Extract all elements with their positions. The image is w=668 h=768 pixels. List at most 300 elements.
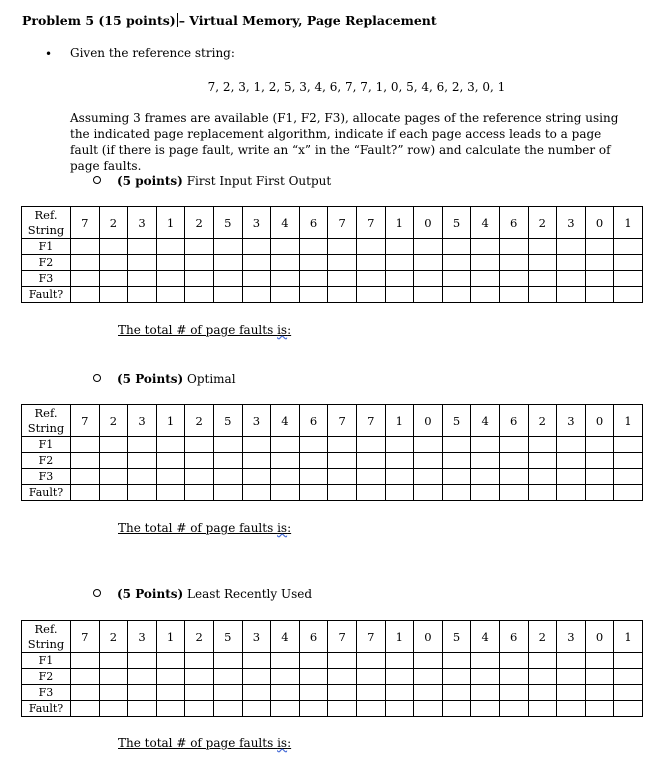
f1-cell[interactable] — [614, 437, 643, 453]
fault-cell[interactable] — [99, 701, 128, 717]
total-suffix: : — [287, 521, 292, 535]
fault-cell[interactable] — [385, 287, 414, 303]
ref-value-cell: 0 — [585, 207, 614, 239]
f1-cell[interactable] — [271, 437, 300, 453]
ref-value-cell: 6 — [299, 207, 328, 239]
f3-cell[interactable] — [557, 271, 586, 287]
fault-cell[interactable] — [242, 701, 271, 717]
fault-cell[interactable] — [271, 485, 300, 501]
f3-cell[interactable] — [614, 685, 643, 701]
f3-cell[interactable] — [557, 469, 586, 485]
f2-cell[interactable] — [271, 453, 300, 469]
fault-cell[interactable] — [557, 287, 586, 303]
f3-cell[interactable] — [328, 271, 357, 287]
f1-cell[interactable] — [528, 437, 557, 453]
f1-cell[interactable] — [271, 239, 300, 255]
f1-cell[interactable] — [471, 653, 500, 669]
fault-cell[interactable] — [185, 485, 214, 501]
ref-value-cell: 7 — [356, 405, 385, 437]
ref-value-cell: 4 — [271, 405, 300, 437]
ref-value-cell: 2 — [185, 207, 214, 239]
text-cursor — [177, 13, 178, 27]
f3-cell[interactable] — [356, 685, 385, 701]
fault-cell[interactable] — [499, 485, 528, 501]
f2-cell[interactable] — [328, 255, 357, 271]
f3-cell[interactable] — [499, 469, 528, 485]
f1-cell[interactable] — [585, 239, 614, 255]
f3-row-label: F3 — [22, 271, 71, 287]
f2-cell[interactable] — [185, 453, 214, 469]
f3-row-label: F3 — [22, 469, 71, 485]
fault-cell[interactable] — [328, 485, 357, 501]
f2-cell[interactable] — [299, 453, 328, 469]
f3-cell[interactable] — [442, 469, 471, 485]
f2-cell[interactable] — [185, 669, 214, 685]
f3-cell[interactable] — [128, 271, 157, 287]
ref-value-cell: 1 — [385, 621, 414, 653]
ref-value-cell: 2 — [528, 207, 557, 239]
f3-cell[interactable] — [71, 469, 100, 485]
f1-cell[interactable] — [71, 653, 100, 669]
f3-cell[interactable] — [471, 469, 500, 485]
f3-cell[interactable] — [71, 685, 100, 701]
ref-value-cell: 3 — [242, 207, 271, 239]
fault-cell[interactable] — [328, 701, 357, 717]
f3-cell[interactable] — [585, 271, 614, 287]
f2-cell[interactable] — [528, 255, 557, 271]
f3-cell[interactable] — [213, 271, 242, 287]
fault-cell[interactable] — [128, 287, 157, 303]
ref-value-cell: 7 — [328, 621, 357, 653]
f2-cell[interactable] — [271, 669, 300, 685]
ref-value-cell: 1 — [614, 405, 643, 437]
reference-string: 7, 2, 3, 1, 2, 5, 3, 4, 6, 7, 7, 1, 0, 5, 4, 6, 2, 3, 0, 1 — [207, 80, 506, 94]
f3-cell[interactable] — [99, 271, 128, 287]
f1-cell[interactable] — [185, 239, 214, 255]
fault-cell[interactable] — [585, 485, 614, 501]
f3-cell[interactable] — [299, 685, 328, 701]
fault-cell[interactable] — [414, 485, 443, 501]
f1-cell[interactable] — [328, 437, 357, 453]
f3-cell[interactable] — [156, 685, 185, 701]
f3-cell[interactable] — [185, 469, 214, 485]
f3-cell[interactable] — [471, 271, 500, 287]
f1-cell[interactable] — [442, 239, 471, 255]
fault-cell[interactable] — [71, 485, 100, 501]
f3-cell[interactable] — [528, 271, 557, 287]
ref-value-cell: 5 — [213, 207, 242, 239]
f3-cell[interactable] — [128, 685, 157, 701]
fault-cell[interactable] — [128, 701, 157, 717]
f2-cell[interactable] — [242, 255, 271, 271]
f2-cell[interactable] — [499, 453, 528, 469]
ref-value-cell: 0 — [585, 621, 614, 653]
f3-cell[interactable] — [414, 271, 443, 287]
f3-cell[interactable] — [385, 685, 414, 701]
ref-value-cell: 1 — [614, 621, 643, 653]
f2-cell[interactable] — [414, 669, 443, 685]
f2-cell[interactable] — [557, 669, 586, 685]
f2-cell[interactable] — [499, 255, 528, 271]
f2-cell[interactable] — [557, 255, 586, 271]
section-points: (5 Points) — [117, 587, 184, 601]
f2-cell[interactable] — [71, 255, 100, 271]
optimal-table — [21, 404, 643, 501]
f3-cell[interactable] — [271, 685, 300, 701]
f1-cell[interactable] — [99, 653, 128, 669]
f3-cell[interactable] — [528, 469, 557, 485]
fault-cell[interactable] — [528, 485, 557, 501]
fault-cell[interactable] — [71, 287, 100, 303]
f1-cell[interactable] — [356, 239, 385, 255]
f2-cell[interactable] — [414, 453, 443, 469]
f1-cell[interactable] — [356, 653, 385, 669]
ref-value-cell: 1 — [385, 405, 414, 437]
circle-bullet-icon — [93, 374, 101, 382]
f1-cell[interactable] — [242, 653, 271, 669]
f3-cell[interactable] — [99, 469, 128, 485]
section-name: Optimal — [187, 372, 236, 386]
f1-cell[interactable] — [328, 239, 357, 255]
fault-cell[interactable] — [156, 485, 185, 501]
ref-value-cell: 2 — [99, 405, 128, 437]
fault-cell[interactable] — [299, 701, 328, 717]
fault-cell[interactable] — [499, 287, 528, 303]
fault-cell[interactable] — [356, 701, 385, 717]
f3-cell[interactable] — [614, 271, 643, 287]
f1-cell[interactable] — [185, 437, 214, 453]
fault-cell[interactable] — [356, 485, 385, 501]
f3-cell[interactable] — [328, 469, 357, 485]
f3-cell[interactable] — [71, 271, 100, 287]
f2-cell[interactable] — [442, 453, 471, 469]
f1-cell[interactable] — [99, 239, 128, 255]
f3-cell[interactable] — [528, 685, 557, 701]
f2-cell[interactable] — [585, 669, 614, 685]
section-heading-fifo — [93, 174, 331, 188]
f1-cell[interactable] — [185, 653, 214, 669]
f3-cell[interactable] — [299, 469, 328, 485]
fault-cell[interactable] — [557, 485, 586, 501]
fault-cell[interactable] — [299, 485, 328, 501]
ref-value-cell: 2 — [185, 621, 214, 653]
f2-row-label: F2 — [22, 255, 71, 271]
f2-cell[interactable] — [385, 453, 414, 469]
f1-cell[interactable] — [71, 239, 100, 255]
fault-cell[interactable] — [614, 485, 643, 501]
f3-cell[interactable] — [242, 685, 271, 701]
f2-cell[interactable] — [356, 453, 385, 469]
f1-cell[interactable] — [414, 437, 443, 453]
fault-cell[interactable] — [585, 287, 614, 303]
f1-cell[interactable] — [385, 239, 414, 255]
f2-cell[interactable] — [271, 255, 300, 271]
f1-row-label: F1 — [22, 239, 71, 255]
f1-cell[interactable] — [156, 653, 185, 669]
total-prefix: The total # of page faults — [118, 736, 278, 750]
f2-cell[interactable] — [442, 669, 471, 685]
f3-cell[interactable] — [242, 271, 271, 287]
f1-cell[interactable] — [356, 437, 385, 453]
fault-cell[interactable] — [242, 485, 271, 501]
f3-cell[interactable] — [356, 469, 385, 485]
f2-cell[interactable] — [356, 255, 385, 271]
f2-cell[interactable] — [471, 255, 500, 271]
f1-cell[interactable] — [585, 653, 614, 669]
f2-cell[interactable] — [156, 669, 185, 685]
f2-cell[interactable] — [299, 669, 328, 685]
fault-cell[interactable] — [242, 287, 271, 303]
fault-cell[interactable] — [356, 287, 385, 303]
f1-cell[interactable] — [128, 653, 157, 669]
f1-cell[interactable] — [585, 437, 614, 453]
total-suffix: : — [287, 736, 292, 750]
f1-cell[interactable] — [499, 653, 528, 669]
ref-value-cell: 5 — [442, 405, 471, 437]
f2-cell[interactable] — [128, 453, 157, 469]
f2-cell[interactable] — [499, 669, 528, 685]
f2-cell[interactable] — [614, 669, 643, 685]
f2-cell[interactable] — [585, 453, 614, 469]
f3-cell[interactable] — [614, 469, 643, 485]
f1-cell[interactable] — [213, 239, 242, 255]
f3-cell[interactable] — [156, 271, 185, 287]
fault-cell[interactable] — [156, 287, 185, 303]
title-rest: – Virtual Memory, Page Replacement — [178, 13, 437, 28]
f1-cell[interactable] — [442, 653, 471, 669]
string-label: String — [27, 222, 65, 237]
fault-cell[interactable] — [385, 485, 414, 501]
fault-cell[interactable] — [156, 701, 185, 717]
f2-cell[interactable] — [99, 453, 128, 469]
f1-cell[interactable] — [385, 653, 414, 669]
ref-value-cell: 5 — [442, 621, 471, 653]
f3-cell[interactable] — [499, 685, 528, 701]
ref-value-cell: 1 — [156, 207, 185, 239]
f2-cell[interactable] — [328, 669, 357, 685]
f2-cell[interactable] — [414, 255, 443, 271]
fault-cell[interactable] — [471, 485, 500, 501]
f1-cell[interactable] — [128, 437, 157, 453]
f2-cell[interactable] — [442, 255, 471, 271]
fault-cell[interactable] — [471, 701, 500, 717]
ref-value-cell: 4 — [271, 621, 300, 653]
ref-value-cell: 6 — [299, 405, 328, 437]
bullet-icon: • — [45, 47, 53, 61]
f1-cell[interactable] — [299, 437, 328, 453]
fault-cell[interactable] — [414, 287, 443, 303]
f2-cell[interactable] — [471, 669, 500, 685]
f1-row-label: F1 — [22, 437, 71, 453]
fault-cell[interactable] — [185, 701, 214, 717]
f2-cell[interactable] — [385, 669, 414, 685]
f1-cell[interactable] — [499, 437, 528, 453]
f3-cell[interactable] — [128, 469, 157, 485]
fault-cell[interactable] — [414, 701, 443, 717]
f2-cell[interactable] — [156, 255, 185, 271]
f1-cell[interactable] — [528, 653, 557, 669]
fault-cell[interactable] — [557, 701, 586, 717]
fault-cell[interactable] — [99, 287, 128, 303]
ref-value-cell: 2 — [528, 621, 557, 653]
f2-cell[interactable] — [213, 669, 242, 685]
f2-cell[interactable] — [385, 255, 414, 271]
f2-cell[interactable] — [242, 453, 271, 469]
f3-cell[interactable] — [557, 685, 586, 701]
fault-cell[interactable] — [442, 287, 471, 303]
f2-cell[interactable] — [614, 453, 643, 469]
f1-cell[interactable] — [242, 239, 271, 255]
f2-cell[interactable] — [528, 669, 557, 685]
f1-cell[interactable] — [156, 437, 185, 453]
fault-cell[interactable] — [213, 287, 242, 303]
ref-value-cell: 7 — [71, 207, 100, 239]
f1-cell[interactable] — [471, 437, 500, 453]
f3-cell[interactable] — [385, 271, 414, 287]
fault-cell[interactable] — [185, 287, 214, 303]
f3-cell[interactable] — [213, 469, 242, 485]
f2-cell[interactable] — [99, 255, 128, 271]
fault-cell[interactable] — [271, 701, 300, 717]
f1-cell[interactable] — [557, 239, 586, 255]
f1-cell[interactable] — [414, 653, 443, 669]
f2-cell[interactable] — [71, 669, 100, 685]
f3-cell[interactable] — [271, 469, 300, 485]
f1-cell[interactable] — [99, 437, 128, 453]
f2-cell[interactable] — [185, 255, 214, 271]
f2-cell[interactable] — [299, 255, 328, 271]
f1-cell[interactable] — [213, 653, 242, 669]
f1-cell[interactable] — [299, 653, 328, 669]
f1-cell[interactable] — [499, 239, 528, 255]
f1-cell[interactable] — [213, 437, 242, 453]
f3-cell[interactable] — [213, 685, 242, 701]
fault-cell[interactable] — [299, 287, 328, 303]
given-text: Given the reference string: — [70, 46, 235, 60]
f3-cell[interactable] — [156, 469, 185, 485]
circle-bullet-icon — [93, 176, 101, 184]
fault-cell[interactable] — [271, 287, 300, 303]
f1-cell[interactable] — [557, 437, 586, 453]
f1-cell[interactable] — [128, 239, 157, 255]
f2-cell[interactable] — [557, 453, 586, 469]
f3-cell[interactable] — [499, 271, 528, 287]
f1-cell[interactable] — [71, 437, 100, 453]
f3-cell[interactable] — [99, 685, 128, 701]
ref-string-label — [22, 621, 71, 653]
fault-row-label: Fault? — [22, 485, 71, 501]
f2-cell[interactable] — [128, 255, 157, 271]
f3-cell[interactable] — [442, 685, 471, 701]
fault-row-label: Fault? — [22, 287, 71, 303]
fault-cell[interactable] — [213, 701, 242, 717]
ref-value-cell: 3 — [128, 405, 157, 437]
f2-cell[interactable] — [471, 453, 500, 469]
fault-cell[interactable] — [585, 701, 614, 717]
f3-cell[interactable] — [585, 685, 614, 701]
f3-cell[interactable] — [185, 685, 214, 701]
f3-cell[interactable] — [299, 271, 328, 287]
fault-cell[interactable] — [128, 485, 157, 501]
fault-cell[interactable] — [442, 485, 471, 501]
f3-cell[interactable] — [442, 271, 471, 287]
fault-cell[interactable] — [614, 287, 643, 303]
f3-cell[interactable] — [585, 469, 614, 485]
fault-cell[interactable] — [385, 701, 414, 717]
f3-cell[interactable] — [185, 271, 214, 287]
f2-cell[interactable] — [71, 453, 100, 469]
total-prefix: The total # of page faults — [118, 323, 278, 337]
f1-cell[interactable] — [442, 437, 471, 453]
ref-value-cell: 4 — [471, 621, 500, 653]
f2-cell[interactable] — [213, 255, 242, 271]
f1-cell[interactable] — [328, 653, 357, 669]
fault-cell[interactable] — [213, 485, 242, 501]
fault-cell[interactable] — [71, 701, 100, 717]
fault-cell[interactable] — [99, 485, 128, 501]
f1-row-label: F1 — [22, 653, 71, 669]
f1-cell[interactable] — [471, 239, 500, 255]
f2-cell[interactable] — [356, 669, 385, 685]
ref-value-cell: 1 — [385, 207, 414, 239]
ref-value-cell: 7 — [356, 621, 385, 653]
f3-cell[interactable] — [271, 271, 300, 287]
f3-cell[interactable] — [328, 685, 357, 701]
ref-value-cell: 3 — [557, 207, 586, 239]
fault-cell[interactable] — [528, 701, 557, 717]
f1-cell[interactable] — [614, 653, 643, 669]
f3-cell[interactable] — [356, 271, 385, 287]
f2-cell[interactable] — [99, 669, 128, 685]
f1-cell[interactable] — [385, 437, 414, 453]
string-label: String — [27, 636, 65, 651]
f2-cell[interactable] — [213, 453, 242, 469]
f3-cell[interactable] — [414, 685, 443, 701]
f2-cell[interactable] — [242, 669, 271, 685]
f2-cell[interactable] — [585, 255, 614, 271]
f1-cell[interactable] — [299, 239, 328, 255]
f2-cell[interactable] — [156, 453, 185, 469]
ref-value-cell: 3 — [242, 405, 271, 437]
f2-row-label: F2 — [22, 453, 71, 469]
f2-cell[interactable] — [528, 453, 557, 469]
ref-value-cell: 2 — [99, 207, 128, 239]
f2-cell[interactable] — [614, 255, 643, 271]
f1-cell[interactable] — [414, 239, 443, 255]
total-suffix: : — [287, 323, 292, 337]
f2-cell[interactable] — [328, 453, 357, 469]
fault-cell[interactable] — [499, 701, 528, 717]
f1-cell[interactable] — [528, 239, 557, 255]
fault-cell[interactable] — [471, 287, 500, 303]
f3-cell[interactable] — [242, 469, 271, 485]
f1-cell[interactable] — [156, 239, 185, 255]
f1-cell[interactable] — [614, 239, 643, 255]
fault-cell[interactable] — [442, 701, 471, 717]
f3-cell[interactable] — [385, 469, 414, 485]
ref-value-cell: 4 — [471, 207, 500, 239]
f3-cell[interactable] — [471, 685, 500, 701]
f3-cell[interactable] — [414, 469, 443, 485]
f1-cell[interactable] — [242, 437, 271, 453]
fault-cell[interactable] — [528, 287, 557, 303]
f2-cell[interactable] — [128, 669, 157, 685]
f1-cell[interactable] — [271, 653, 300, 669]
fault-cell[interactable] — [328, 287, 357, 303]
f1-cell[interactable] — [557, 653, 586, 669]
fault-cell[interactable] — [614, 701, 643, 717]
ref-value-cell: 2 — [185, 405, 214, 437]
